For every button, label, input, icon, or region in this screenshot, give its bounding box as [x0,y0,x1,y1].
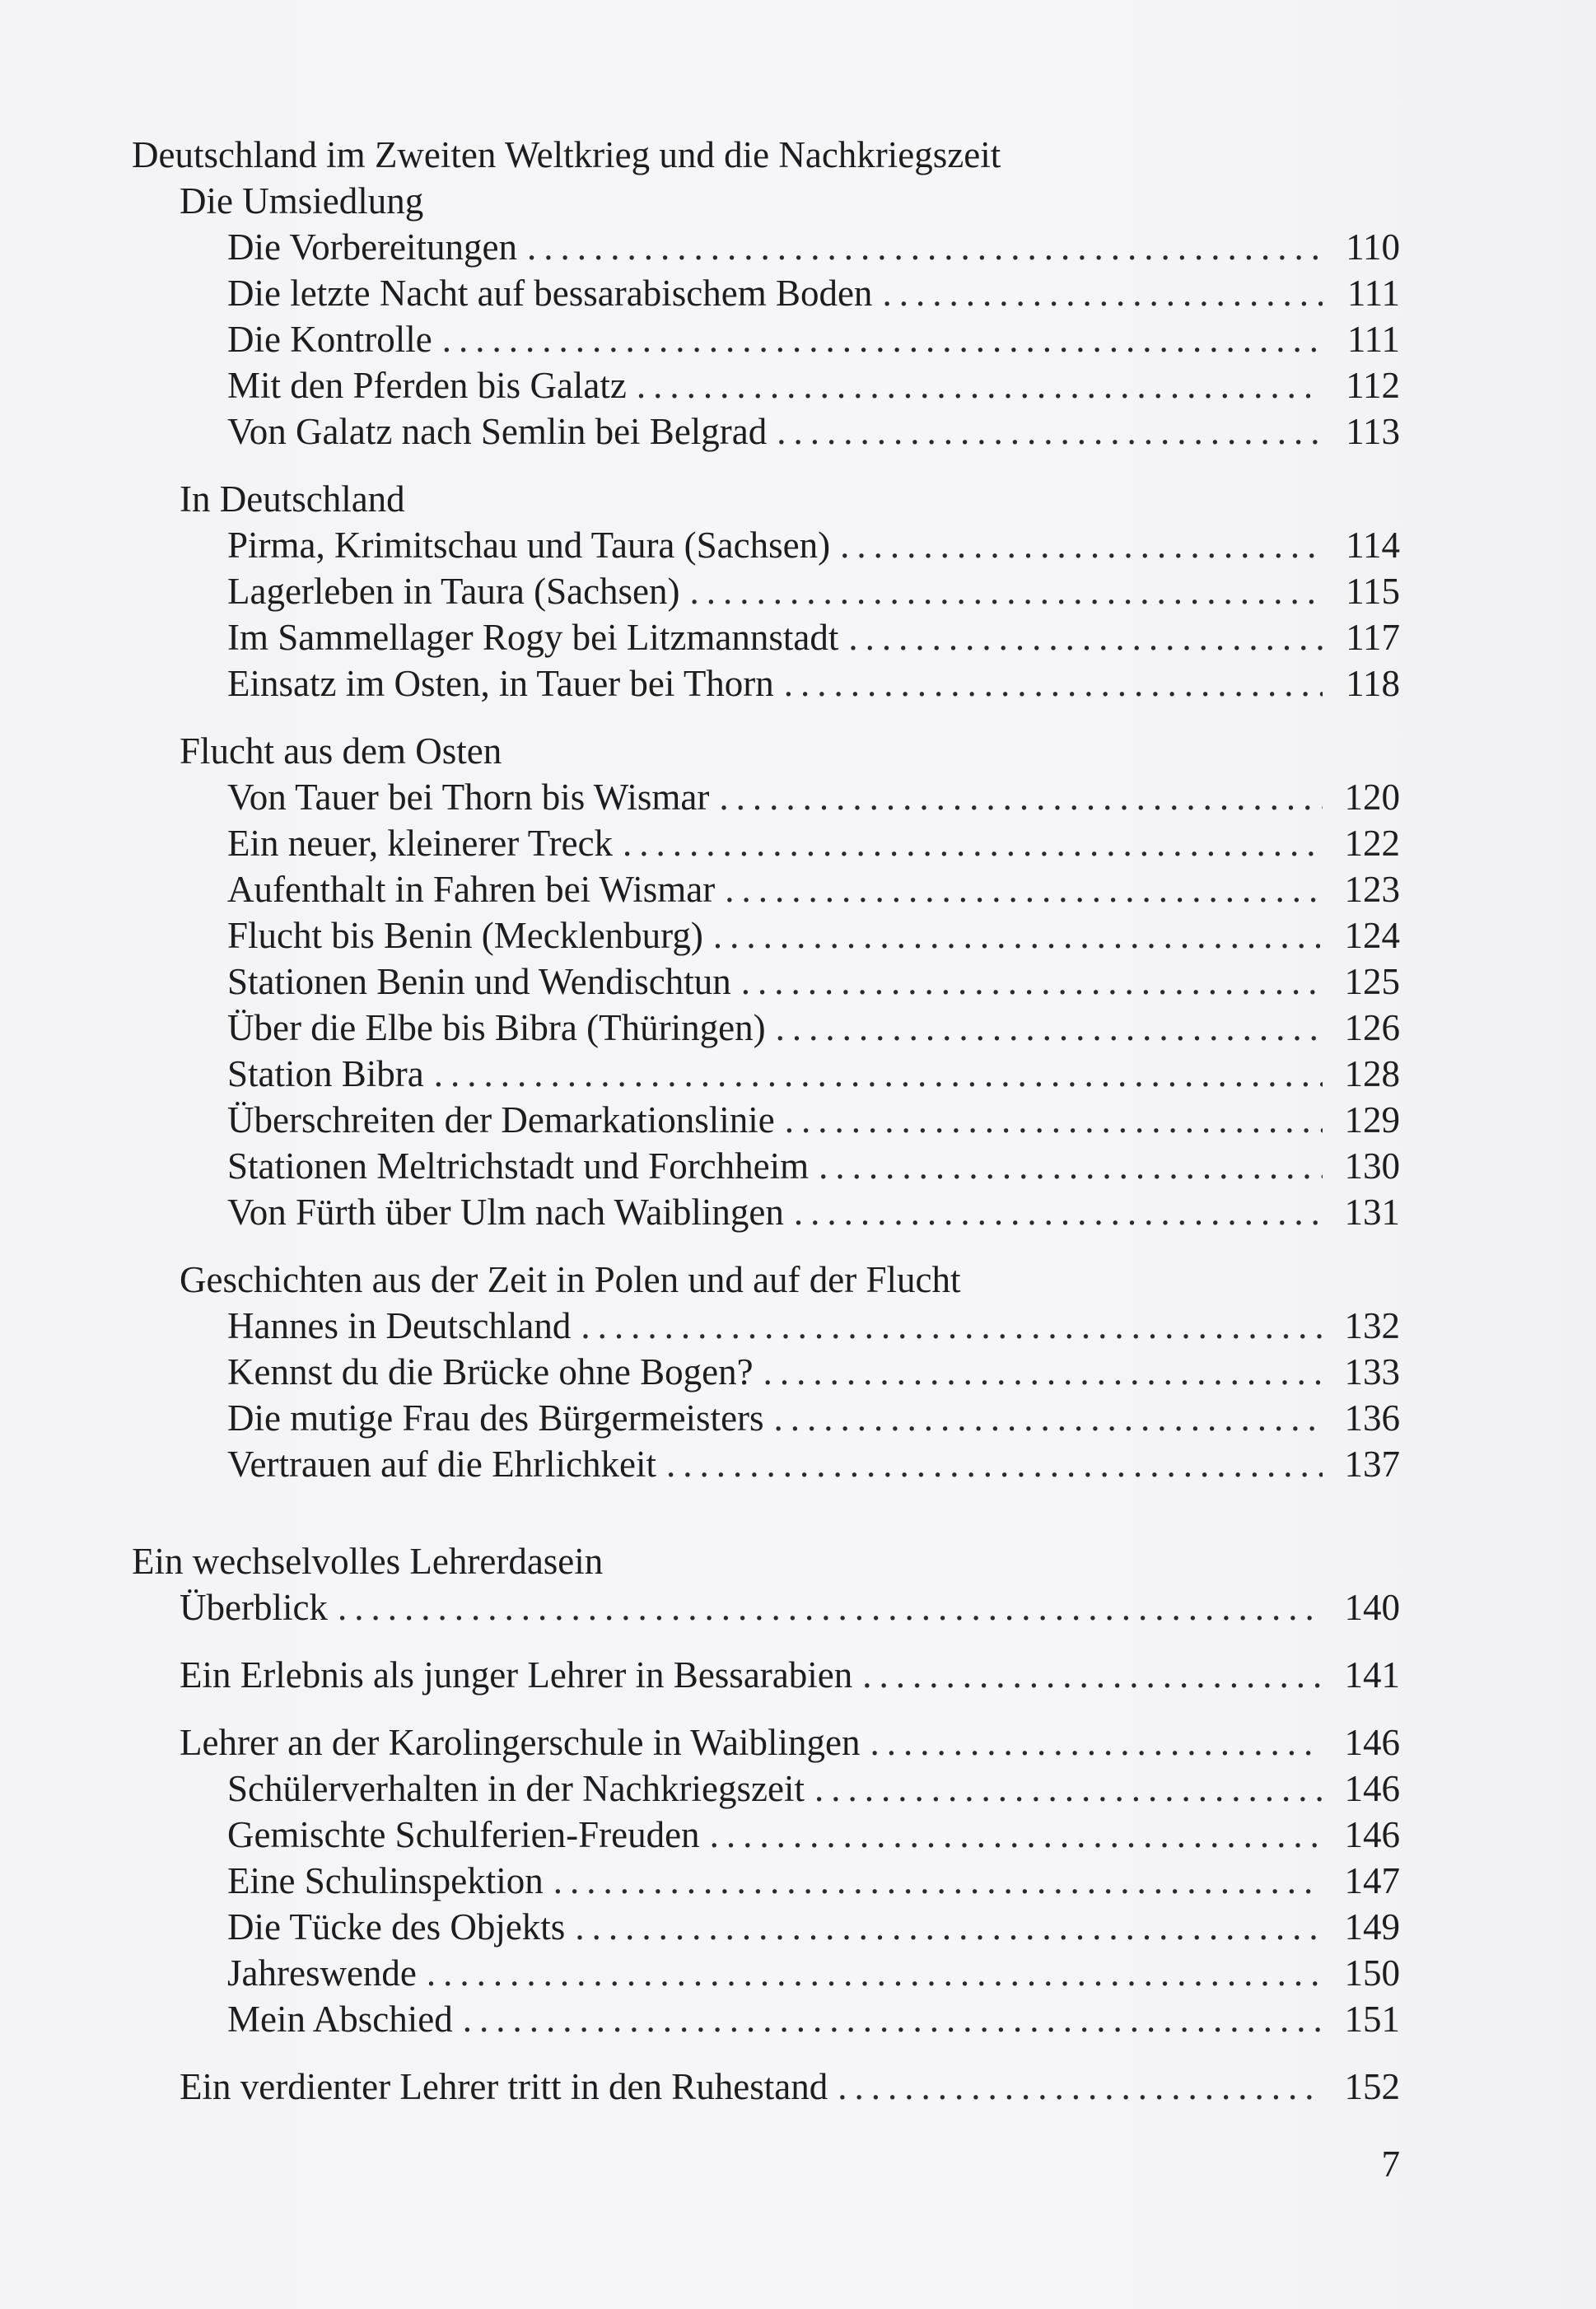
entry-title: Stationen Benin und Wendischtun [227,961,731,1002]
entry-title: Die Tücke des Objekts [227,1906,566,1947]
dot-leader [870,1719,1323,1766]
toc-entry [132,1950,1400,1996]
dot-leader [785,1097,1323,1143]
dot-leader [623,820,1323,866]
spacer [132,1630,1400,1652]
toc-entry [132,912,1400,959]
entry-title: Die mutige Frau des Bürgermeisters [227,1397,764,1439]
toc-entry [132,1349,1400,1395]
dot-leader [710,1812,1323,1858]
dot-leader [666,1441,1323,1487]
toc-entry [132,1189,1400,1235]
toc-entry [132,1584,1400,1630]
entry-page: 137 [1344,1444,1400,1485]
dot-leader [814,1766,1323,1812]
spacer [132,2042,1400,2064]
dot-leader [527,224,1323,270]
spacer [132,1698,1400,1719]
dot-leader [776,1005,1323,1051]
dot-leader [725,866,1323,912]
spacer [132,1235,1400,1257]
entry-title: Überblick [180,1587,328,1628]
entry-title: Aufenthalt in Fahren bei Wismar [227,869,716,910]
dot-leader [553,1858,1323,1904]
entry-title: Die letzte Nacht auf bessarabischem Boden [227,273,873,314]
dot-leader [434,1051,1323,1097]
toc-group-flucht [132,728,1400,1235]
entry-page: 150 [1344,1952,1400,1994]
entry-title: Im Sammellager Rogy bei Litzmannstadt [227,617,839,658]
dot-leader [777,408,1323,455]
entry-page: 141 [1344,1654,1400,1696]
group-title: Die Umsiedlung [180,180,424,222]
dot-leader [794,1189,1323,1235]
toc-entry [132,820,1400,866]
dot-leader [838,2064,1323,2110]
entry-title: Lagerleben in Taura (Sachsen) [227,571,680,612]
entry-title: Pirma, Krimitschau und Taura (Sachsen) [227,525,831,566]
toc-entry [132,866,1400,912]
dot-leader [774,1395,1323,1441]
dot-leader [840,522,1323,568]
entry-title: Einsatz im Osten, in Tauer bei Thorn [227,663,774,704]
dot-leader [637,362,1323,408]
toc-entry [132,1858,1400,1904]
entry-title: Flucht bis Benin (Mecklenburg) [227,915,703,956]
entry-title: Eine Schulinspektion [227,1860,544,1901]
dot-leader [338,1584,1323,1630]
toc-entry [132,959,1400,1005]
toc-entry [132,614,1400,660]
entry-page: 130 [1344,1145,1400,1187]
section-title: Deutschland im Zweiten Weltkrieg und die Nachkriegszeit [132,134,1001,175]
toc-entry [132,522,1400,568]
entry-title: Von Fürth über Ulm nach Waiblingen [227,1192,784,1233]
entry-title: Vertrauen auf die Ehrlichkeit [227,1444,657,1485]
dot-leader [581,1303,1323,1349]
toc-entry [132,1719,1400,1766]
entry-page: 122 [1344,823,1400,864]
toc-group-umsiedlung [132,178,1400,455]
entry-page: 111 [1346,319,1400,360]
toc-entry [132,316,1400,362]
entry-page: 151 [1344,1999,1400,2040]
entry-title: Von Galatz nach Semlin bei Belgrad [227,411,768,452]
entry-page: 131 [1344,1192,1400,1233]
entry-page: 128 [1344,1053,1400,1094]
entry-page: 117 [1346,617,1400,658]
dot-leader [690,568,1323,614]
entry-title: Stationen Meltrichstadt und Forchheim [227,1145,810,1187]
dot-leader [848,614,1323,660]
entry-title: Ein neuer, kleinerer Treck [227,823,614,864]
toc-entry [132,1005,1400,1051]
dot-leader [719,774,1323,820]
dot-leader [741,959,1323,1005]
dot-leader [442,316,1323,362]
entry-page: 113 [1346,411,1400,452]
entry-title: Ein Erlebnis als junger Lehrer in Bessarabien [180,1654,853,1696]
entry-page: 133 [1344,1351,1400,1392]
entry-page: 123 [1344,869,1400,910]
toc-entry [132,1051,1400,1097]
entry-page: 120 [1344,777,1400,818]
table-of-contents [132,132,1400,2110]
entry-page: 110 [1346,226,1400,268]
entry-page: 147 [1344,1860,1400,1901]
entry-page: 114 [1346,525,1400,566]
toc-entry [132,1395,1400,1441]
toc-entry [132,660,1400,707]
dot-leader [862,1652,1323,1698]
dot-leader [819,1143,1323,1189]
page-number: 7 [1381,2143,1400,2185]
dot-leader [713,912,1323,959]
dot-leader [882,270,1323,316]
entry-page: 125 [1344,961,1400,1002]
toc-group-geschichten [132,1257,1400,1487]
entry-page: 111 [1346,273,1400,314]
entry-page: 112 [1346,365,1400,406]
dot-leader [784,660,1323,707]
toc-entry [132,1812,1400,1858]
entry-page: 118 [1346,663,1400,704]
toc-entry [132,568,1400,614]
toc-entry [132,1143,1400,1189]
entry-title: Gemischte Schulferien-Freuden [227,1814,700,1855]
entry-page: 149 [1344,1906,1400,1947]
group-title: Geschichten aus der Zeit in Polen und auf der Flucht [180,1259,961,1300]
spacer [132,455,1400,476]
entry-page: 124 [1344,915,1400,956]
entry-title: Schülerverhalten in der Nachkriegszeit [227,1768,805,1809]
entry-title: Hannes in Deutschland [227,1305,572,1346]
entry-page: 126 [1344,1007,1400,1048]
entry-page: 152 [1344,2066,1400,2107]
entry-title: Von Tauer bei Thorn bis Wismar [227,777,710,818]
entry-title: Jahreswende [227,1952,417,1994]
entry-title: Mit den Pferden bis Galatz [227,365,627,406]
entry-title: Station Bibra [227,1053,424,1094]
entry-title: Überschreiten der Demarkationslinie [227,1099,775,1141]
group-title: In Deutschland [180,478,405,520]
toc-entry [132,1996,1400,2042]
group-title: Flucht aus dem Osten [180,730,502,772]
entry-page: 115 [1346,571,1400,612]
section-title: Ein wechselvolles Lehrerdasein [132,1541,604,1582]
spacer [132,1487,1400,1538]
entry-page: 146 [1344,1768,1400,1809]
toc-entry [132,408,1400,455]
toc-entry [132,1303,1400,1349]
entry-title: Lehrer an der Karolingerschule in Waiblingen [180,1722,861,1763]
toc-entry [132,1904,1400,1950]
toc-entry [132,2064,1400,2110]
entry-title: Ein verdienter Lehrer tritt in den Ruhestand [180,2066,828,2107]
entry-page: 132 [1344,1305,1400,1346]
toc-entry [132,1766,1400,1812]
entry-title: Die Vorbereitungen [227,226,518,268]
toc-entry [132,774,1400,820]
toc-entry [132,362,1400,408]
toc-entry [132,270,1400,316]
toc-entry [132,1441,1400,1487]
entry-page: 136 [1344,1397,1400,1439]
toc-entry [132,1097,1400,1143]
entry-page: 129 [1344,1099,1400,1141]
entry-title: Die Kontrolle [227,319,432,360]
entry-page: 140 [1344,1587,1400,1628]
dot-leader [763,1349,1323,1395]
toc-group-karolingerschule [132,1719,1400,2042]
toc-entry [132,224,1400,270]
entry-page: 146 [1344,1814,1400,1855]
entry-title: Kennst du die Brücke ohne Bogen? [227,1351,754,1392]
toc-entry [132,1652,1400,1698]
entry-title: Über die Elbe bis Bibra (Thüringen) [227,1007,766,1048]
entry-page: 146 [1344,1722,1400,1763]
dot-leader [575,1904,1323,1950]
entry-title: Mein Abschied [227,1999,453,2040]
dot-leader [427,1950,1323,1996]
dot-leader [463,1996,1323,2042]
toc-group-in-deutschland [132,476,1400,707]
spacer [132,707,1400,728]
